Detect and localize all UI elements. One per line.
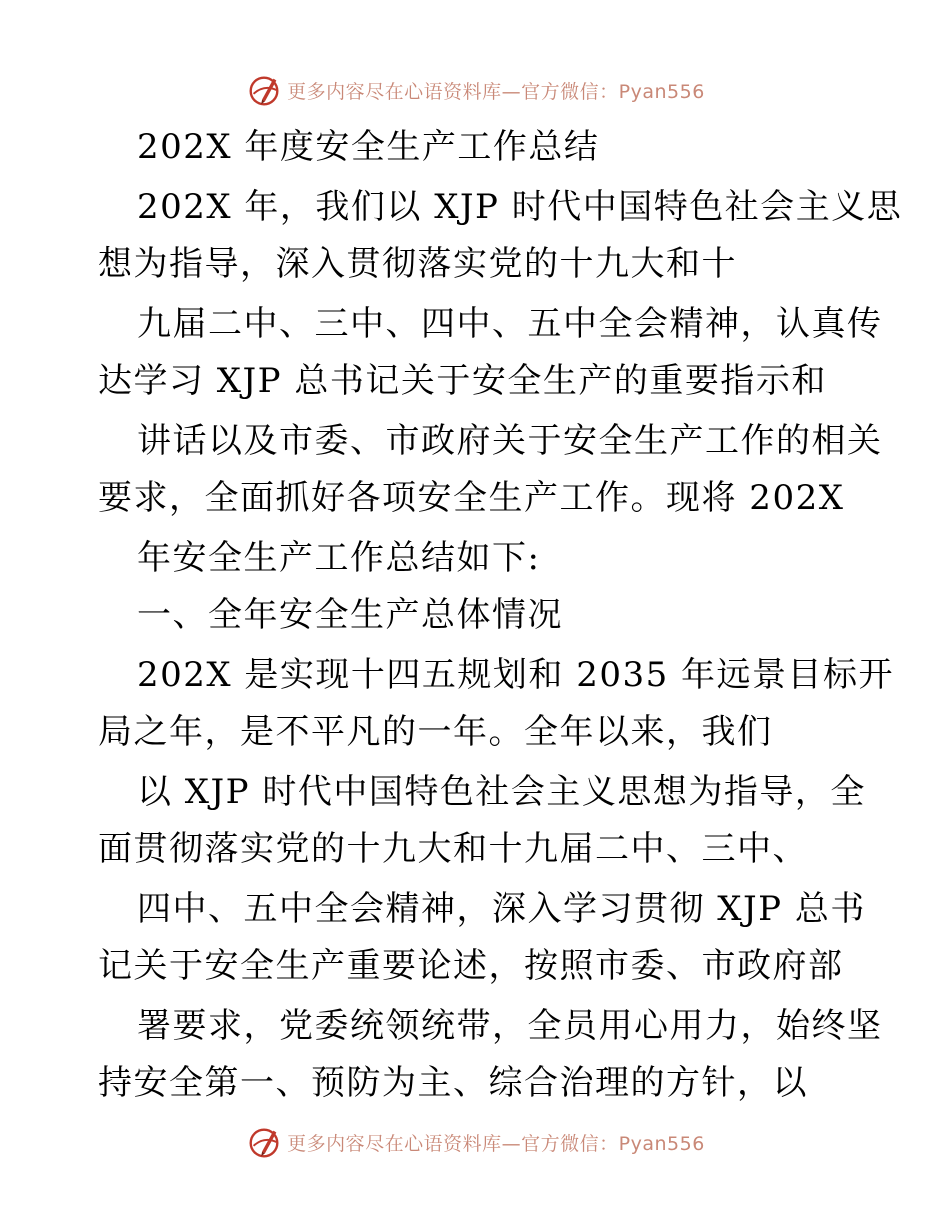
- text-line: 九届二中、三中、四中、五中全会精神，认真传: [137, 304, 883, 344]
- text-line: 记关于安全生产重要论述，按照市委、市政府部: [98, 946, 844, 986]
- text-line: 面贯彻落实党的十九大和十九届二中、三中、: [98, 829, 808, 869]
- text-line: 四中、五中全会精神，深入学习贯彻 XJP 总书: [137, 889, 866, 929]
- text-line: 年安全生产工作总结如下:: [137, 538, 541, 578]
- watermark-footer: [0, 1122, 950, 1162]
- text-line: 持安全第一、预防为主、综合治理的方针，以: [98, 1063, 808, 1103]
- watermark-text: 更多内容尽在心语资料库—官方微信：Pyan556: [287, 80, 705, 103]
- section-heading: 一、全年安全生产总体情况: [137, 595, 563, 635]
- text-line: 署要求，党委统领统带，全员用心用力，始终坚: [137, 1006, 883, 1046]
- text-line: 达学习 XJP 总书记关于安全生产的重要指示和: [98, 361, 827, 401]
- watermark-text: 更多内容尽在心语资料库—官方微信：Pyan556: [287, 1132, 705, 1155]
- document-title: 202X 年度安全生产工作总结: [137, 127, 600, 167]
- text-line: 要求，全面抓好各项安全生产工作。现将 202X: [98, 478, 845, 518]
- text-line: 讲话以及市委、市政府关于安全生产工作的相关: [137, 421, 883, 461]
- text-line: 想为指导，深入贯彻落实党的十九大和十: [98, 244, 737, 284]
- text-line: 202X 是实现十四五规划和 2035 年远景目标开: [137, 655, 895, 695]
- text-line: 202X 年，我们以 XJP 时代中国特色社会主义思: [137, 187, 903, 227]
- pen-globe-logo-icon: [245, 1123, 283, 1161]
- text-line: 局之年，是不平凡的一年。全年以来，我们: [98, 712, 773, 752]
- text-line: 以 XJP 时代中国特色社会主义思想为指导，全: [137, 772, 866, 812]
